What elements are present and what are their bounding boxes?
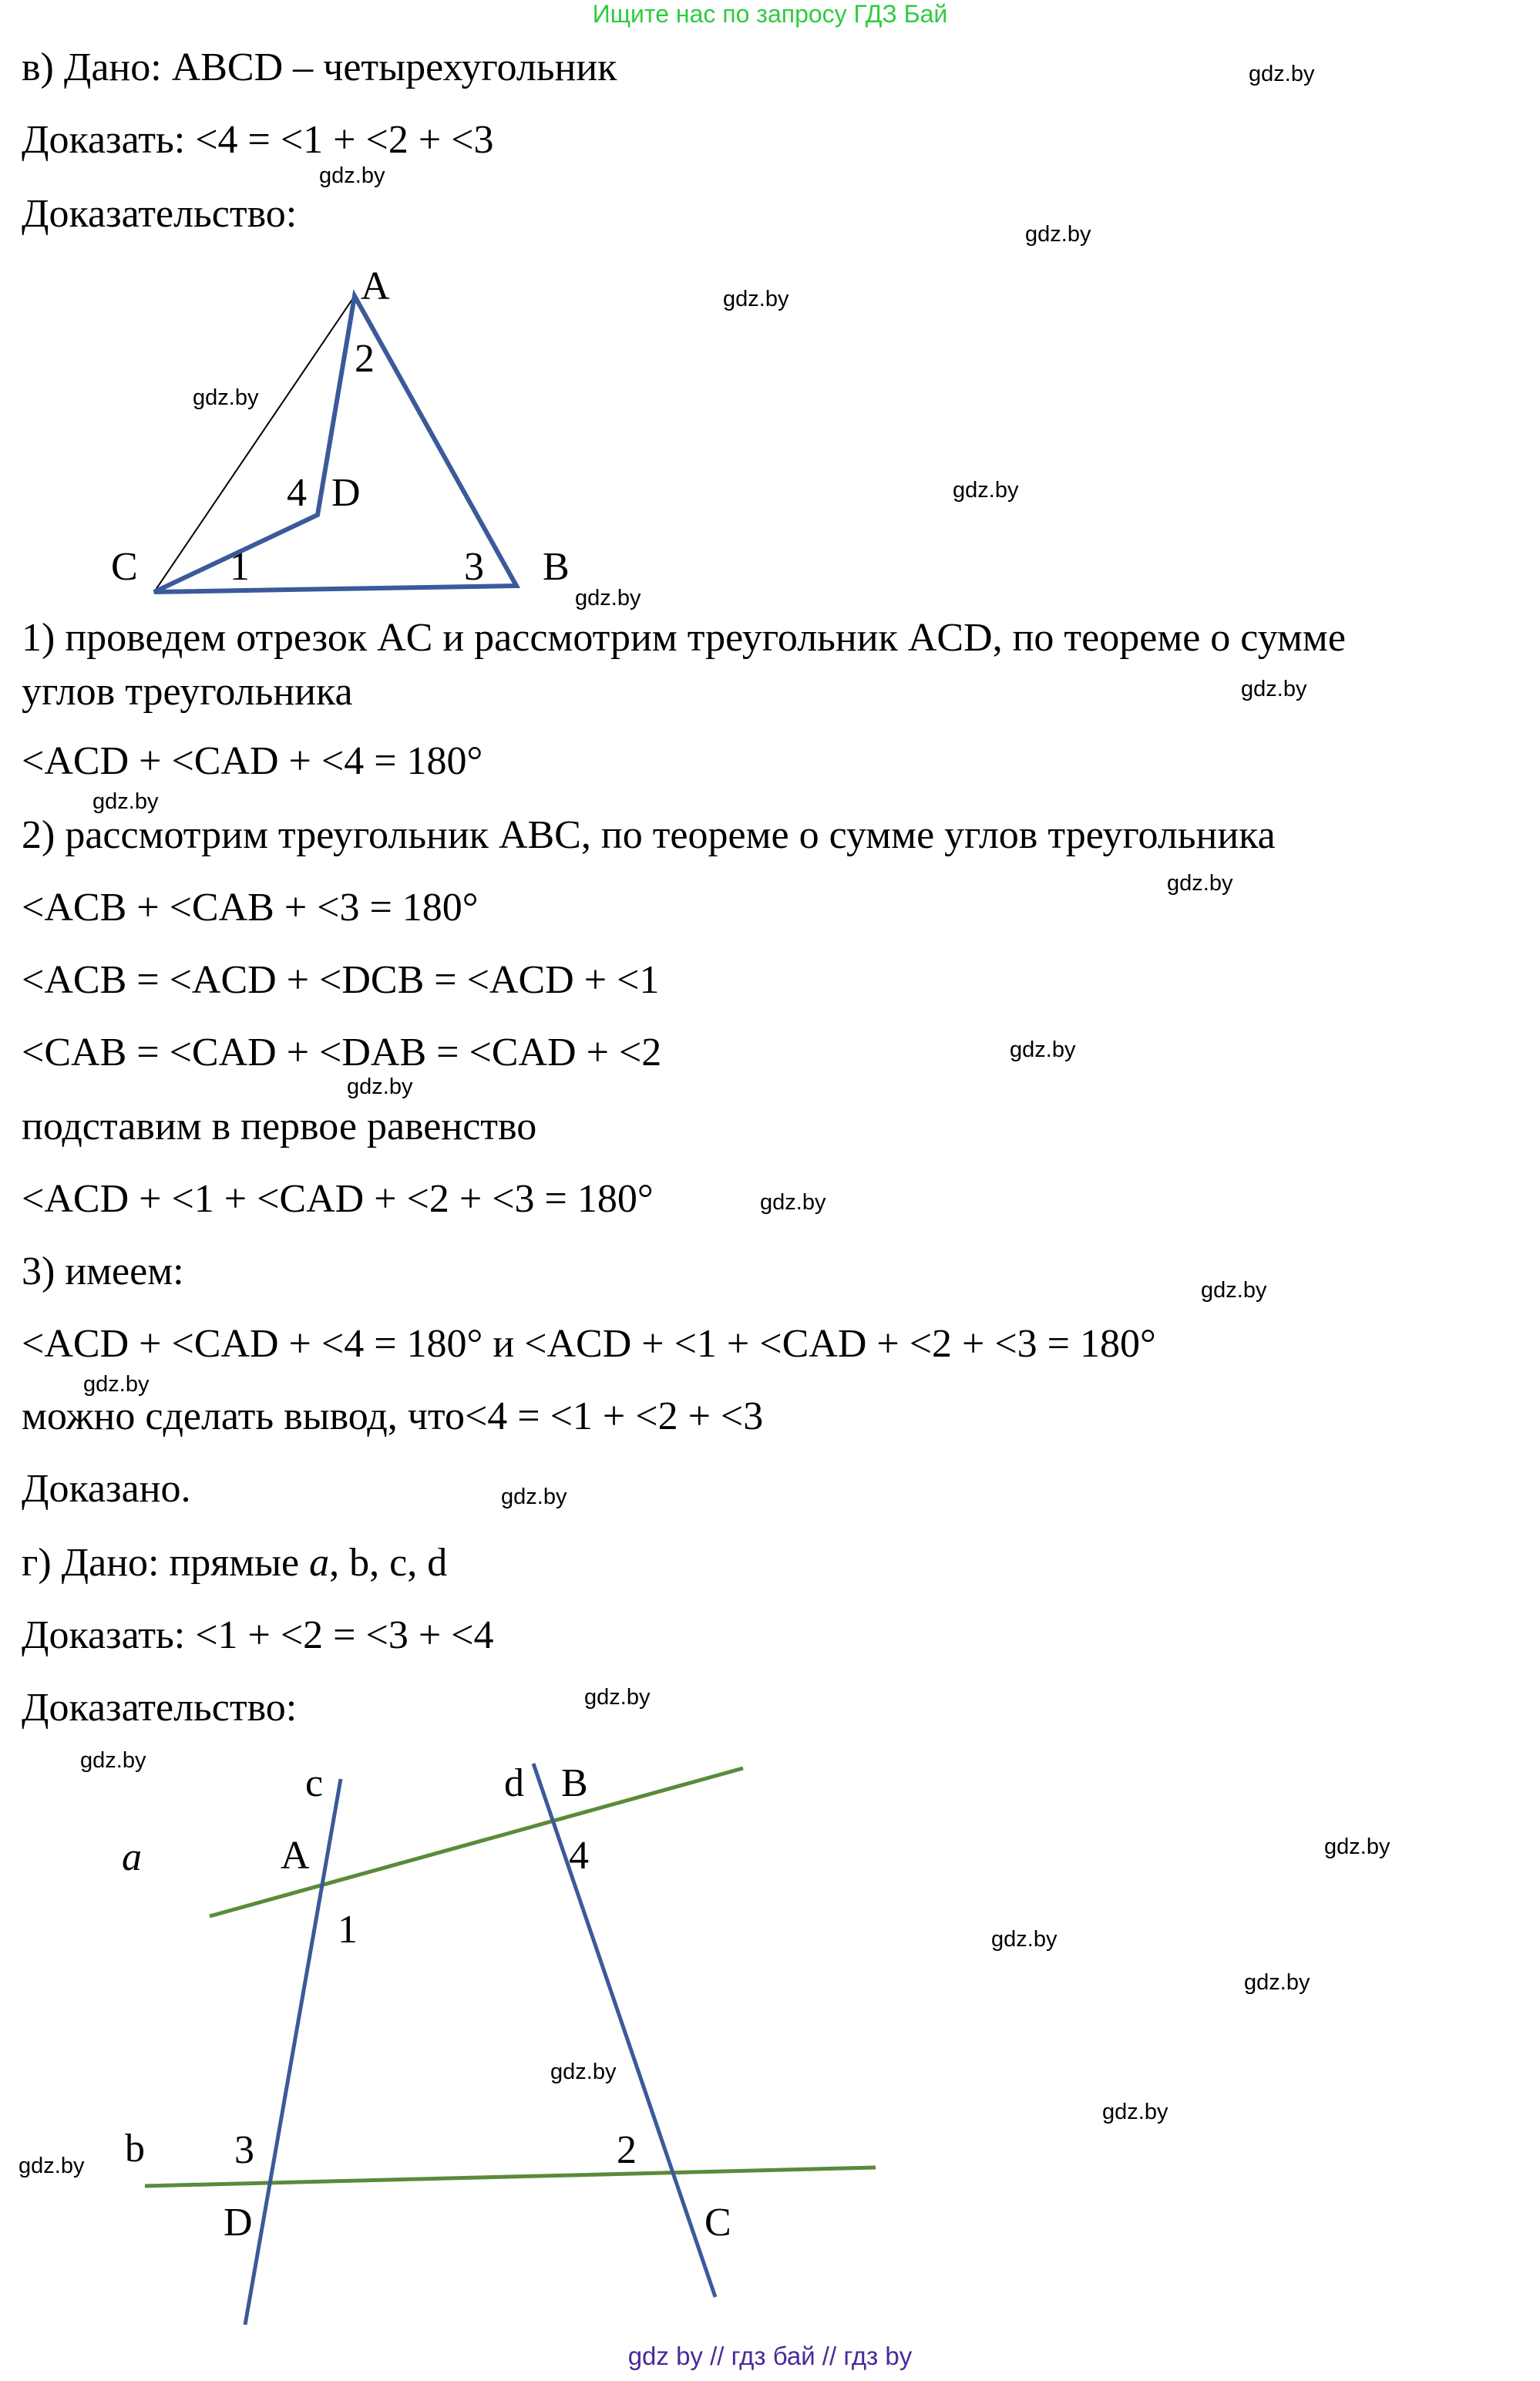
label-d: D	[331, 471, 361, 515]
label-angle-2: 2	[355, 337, 375, 381]
watermark: gdz.by	[1010, 1037, 1076, 1062]
equation-2: <ACB + <CAB + <3 = 180°	[22, 886, 479, 930]
label-a: A	[361, 264, 390, 308]
watermark: gdz.by	[1025, 222, 1091, 247]
watermark: gdz.by	[1241, 677, 1307, 701]
label-line-d: d	[504, 1761, 524, 1805]
label-angle-2: 2	[617, 2128, 637, 2172]
label-point-a: A	[281, 1834, 310, 1878]
line-d	[533, 1764, 715, 2297]
watermark: gdz.by	[760, 1190, 826, 1215]
watermark: gdz.by	[1244, 1970, 1310, 1995]
watermark: gdz.by	[575, 586, 641, 610]
watermark: gdz.by	[723, 287, 789, 311]
label-point-b: B	[561, 1761, 588, 1805]
equation-6: <ACD + <CAD + <4 = 180° и <ACD + <1 + <CAD + <2 + <3 = 180°	[22, 1322, 1156, 1366]
watermark: gdz.by	[1324, 1835, 1390, 1859]
given-g-line-a: a	[309, 1541, 330, 1585]
footer-links[interactable]: gdz by // гдз бай // гдз by	[627, 2342, 913, 2370]
prove-v: Доказать: <4 = <1 + <2 + <3	[22, 118, 494, 162]
label-angle-3: 3	[464, 545, 484, 589]
label-b: B	[543, 545, 570, 589]
watermark: gdz.by	[80, 1748, 146, 1773]
watermark: gdz.by	[501, 1485, 567, 1509]
given-g-prefix: г) Дано: прямые	[22, 1541, 310, 1585]
watermark: gdz.by	[319, 163, 385, 188]
label-angle-1: 1	[230, 545, 250, 589]
top-banner[interactable]: Ищите нас по запросу ГДЗ Бай	[592, 0, 948, 28]
given-v: в) Дано: ABCD – четырехугольник	[22, 45, 617, 89]
label-line-a: a	[122, 1835, 142, 1879]
watermark: gdz.by	[193, 385, 259, 410]
label-angle-1: 1	[338, 1908, 358, 1952]
watermark: gdz.by	[1102, 2100, 1168, 2124]
proved: Доказано.	[22, 1467, 191, 1511]
watermark: gdz.by	[1167, 871, 1233, 896]
prove-g: Доказать: <1 + <2 = <3 + <4	[22, 1613, 494, 1657]
label-line-c: c	[305, 1761, 324, 1805]
line-b	[145, 2167, 876, 2186]
label-point-c: C	[704, 2201, 731, 2245]
conclusion: можно сделать вывод, что<4 = <1 + <2 + <3	[22, 1394, 764, 1438]
watermark: gdz.by	[1249, 62, 1315, 86]
watermark: gdz.by	[991, 1927, 1057, 1952]
equation-4: <CAB = <CAD + <DAB = <CAD + <2	[22, 1031, 662, 1074]
label-line-b: b	[125, 2127, 145, 2171]
label-c: C	[111, 545, 138, 589]
watermark: gdz.by	[347, 1074, 413, 1099]
watermark: gdz.by	[953, 478, 1019, 503]
proof-title-g: Доказательство:	[22, 1686, 298, 1730]
step1-line-b: углов треугольника	[22, 670, 353, 714]
given-g-rest: , b, c, d	[329, 1541, 448, 1585]
label-angle-3: 3	[234, 2128, 254, 2172]
step1-line-a: 1) проведем отрезок AC и рассмотрим треугольник ACD, по теореме о сумме	[22, 616, 1346, 660]
equation-1: <ACD + <CAD + <4 = 180°	[22, 739, 483, 783]
watermark: gdz.by	[550, 2060, 617, 2084]
label-point-d: D	[224, 2201, 253, 2245]
label-angle-4: 4	[287, 471, 307, 515]
substitute-text: подставим в первое равенство	[22, 1105, 537, 1148]
proof-title-v: Доказательство:	[22, 192, 298, 236]
step2: 2) рассмотрим треугольник ABC, по теореме о сумме углов треугольника	[22, 813, 1276, 857]
watermark: gdz.by	[92, 789, 159, 814]
watermark: gdz.by	[83, 1372, 150, 1397]
equation-3: <ACB = <ACD + <DCB = <ACD + <1	[22, 958, 660, 1002]
watermark: gdz.by	[18, 2154, 85, 2178]
step3: 3) имеем:	[22, 1249, 184, 1293]
equation-5: <ACD + <1 + <CAD + <2 + <3 = 180°	[22, 1177, 654, 1221]
watermark: gdz.by	[584, 1685, 651, 1710]
watermark: gdz.by	[1201, 1278, 1267, 1303]
label-angle-4: 4	[569, 1834, 589, 1878]
